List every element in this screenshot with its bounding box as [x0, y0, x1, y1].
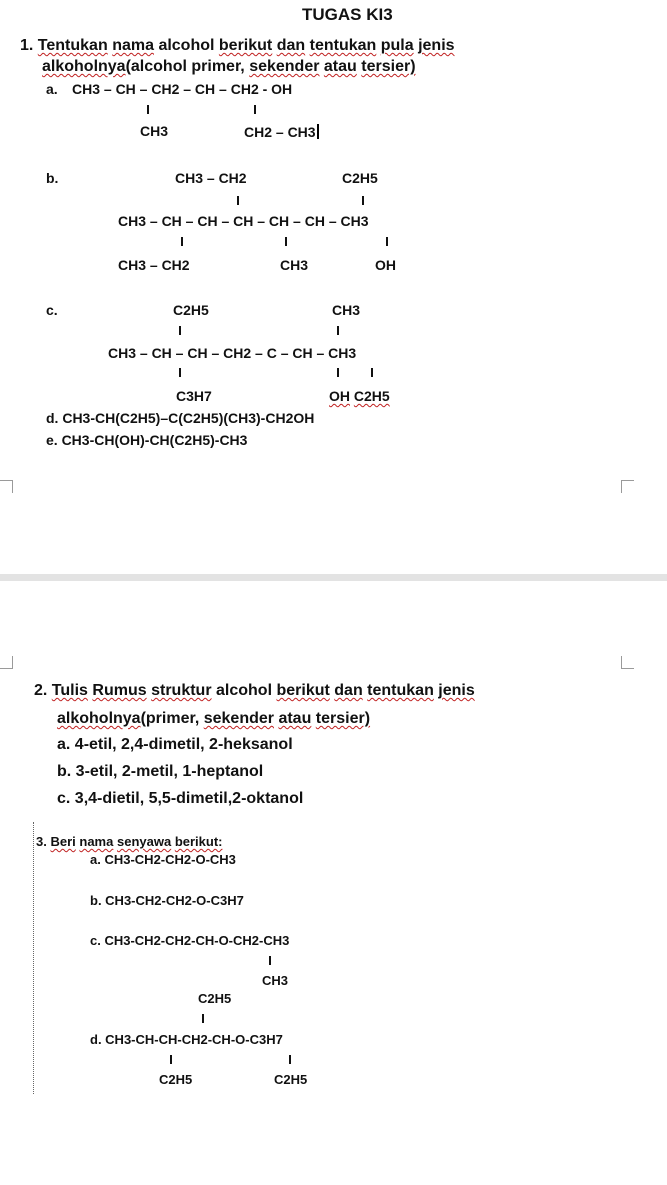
bond-line [285, 237, 287, 246]
q1-word: tersier) [361, 58, 416, 75]
q2-word: Tulis [51, 682, 88, 699]
q2-word: jenis [438, 682, 475, 699]
q2-word: Rumus [92, 682, 147, 699]
q2-word: dan [334, 682, 363, 699]
q2b-item: b. 3-etil, 2-metil, 1-heptanol [57, 763, 264, 780]
bond-line [371, 368, 373, 377]
bond-line [179, 368, 181, 377]
q2-heading-line2 [57, 711, 370, 727]
q1-word: alcohol [158, 37, 215, 54]
q1-number: 1. [20, 37, 34, 54]
q1-word: pula [380, 37, 414, 54]
q1-word: primer, [191, 58, 245, 75]
q1b-formula-main: CH3 – CH – CH – CH – CH – CH – CH3 [118, 213, 369, 229]
q2-word: sekender [203, 710, 274, 727]
q3-word: berikut: [174, 834, 223, 849]
q2-word: berikut [276, 682, 330, 699]
page-margin-corner [621, 480, 634, 493]
q2-word: (primer, [140, 710, 200, 727]
q3-word: senyawa [116, 834, 172, 849]
q1-word: sekender [249, 58, 320, 75]
text-cursor [317, 124, 319, 139]
q1c-top-substituent: CH3 [332, 302, 361, 318]
q1a-label: a. [46, 81, 58, 97]
q1b-bottom-substituent: OH [375, 257, 396, 273]
q2-word: struktur [151, 682, 212, 699]
bond-line [362, 196, 364, 205]
q1-word: Tentukan [37, 37, 108, 54]
q1e-formula: e. CH3-CH(OH)-CH(C2H5)-CH3 [46, 432, 248, 448]
page-margin-corner [0, 480, 13, 493]
q2-word: tersier) [315, 710, 371, 727]
page-margin-corner [0, 656, 13, 669]
q2-heading-line1 [34, 683, 475, 699]
q3c-formula-main: c. CH3-CH2-CH2-CH-O-CH2-CH3 [90, 933, 290, 948]
q1b-bottom-substituent: CH3 – CH2 [118, 257, 190, 273]
q1c-formula-main: CH3 – CH – CH – CH2 – C – CH – CH3 [108, 345, 357, 361]
q1c-label: c. [46, 302, 58, 318]
q1-word: atau [323, 58, 357, 75]
q1a-substituent-text: CH2 – CH3 [244, 124, 316, 140]
q1-word: tentukan [309, 37, 377, 54]
bond-line [179, 326, 181, 335]
bond-line [202, 1014, 204, 1023]
bond-line [289, 1055, 291, 1064]
page-margin-corner [621, 656, 634, 669]
q2c-item: c. 3,4-dietil, 5,5-dimetil,2-oktanol [57, 790, 304, 807]
q1-word: (alcohol [125, 58, 187, 75]
q2a-item: a. 4-etil, 2,4-dimetil, 2-heksanol [57, 736, 293, 753]
q3d-bottom-substituent: C2H5 [274, 1072, 308, 1087]
q1-heading-line1 [20, 38, 455, 54]
q3c-substituent: CH3 [262, 973, 289, 988]
q1b-label: b. [46, 170, 59, 186]
q1-word: alkoholnya [42, 58, 126, 75]
q3b-formula: b. CH3-CH2-CH2-O-C3H7 [90, 893, 244, 908]
q1c-bottom-substituent [329, 389, 390, 403]
q1c-top-substituent: C2H5 [173, 302, 209, 318]
page-break [0, 574, 667, 581]
q1b-bottom-substituent: CH3 [280, 257, 309, 273]
bond-line [170, 1055, 172, 1064]
q3d-top-substituent: C2H5 [198, 991, 232, 1006]
q3a-formula: a. CH3-CH2-CH2-O-CH3 [90, 852, 236, 867]
q1c-bottom-oh: OH [329, 388, 350, 404]
margin-guide [33, 822, 34, 1094]
q1-heading-line2 [42, 59, 416, 75]
q3d-bottom-substituent: C2H5 [159, 1072, 193, 1087]
q3-word: Beri [50, 834, 76, 849]
q2-word: alcohol [216, 682, 273, 699]
bond-line [237, 196, 239, 205]
q1a-formula-main: CH3 – CH – CH2 – CH – CH2 - OH [72, 81, 293, 97]
bond-line [386, 237, 388, 246]
q2-word: alkoholnya [57, 710, 141, 727]
bond-line [269, 956, 271, 965]
q3-number: 3. [36, 834, 47, 849]
q2-number: 2. [34, 682, 48, 699]
q1-word: berikut [218, 37, 273, 54]
q1c-bottom-c2h5: C2H5 [353, 388, 390, 404]
q3-word: nama [79, 834, 114, 849]
q1-word: jenis [418, 37, 455, 54]
bond-line [337, 326, 339, 335]
q1b-top-substituent: C2H5 [342, 170, 378, 186]
bond-line [147, 105, 149, 114]
bond-line [181, 237, 183, 246]
q3d-formula-main: d. CH3-CH-CH-CH2-CH-O-C3H7 [90, 1032, 283, 1047]
q1a-substituent [244, 124, 319, 139]
q1-word: dan [276, 37, 306, 54]
q2-word: atau [278, 710, 312, 727]
q1-word: nama [112, 37, 154, 54]
bond-line [254, 105, 256, 114]
bond-line [337, 368, 339, 377]
q1d-formula: d. CH3-CH(C2H5)–C(C2H5)(CH3)-CH2OH [46, 410, 315, 426]
q3-heading [36, 835, 222, 848]
q2-word: tentukan [367, 682, 434, 699]
q1c-bottom-substituent: C3H7 [176, 388, 212, 404]
q1b-top-substituent: CH3 – CH2 [175, 170, 247, 186]
q1a-substituent: CH3 [140, 123, 169, 139]
page-title: TUGAS KI3 [302, 5, 393, 24]
